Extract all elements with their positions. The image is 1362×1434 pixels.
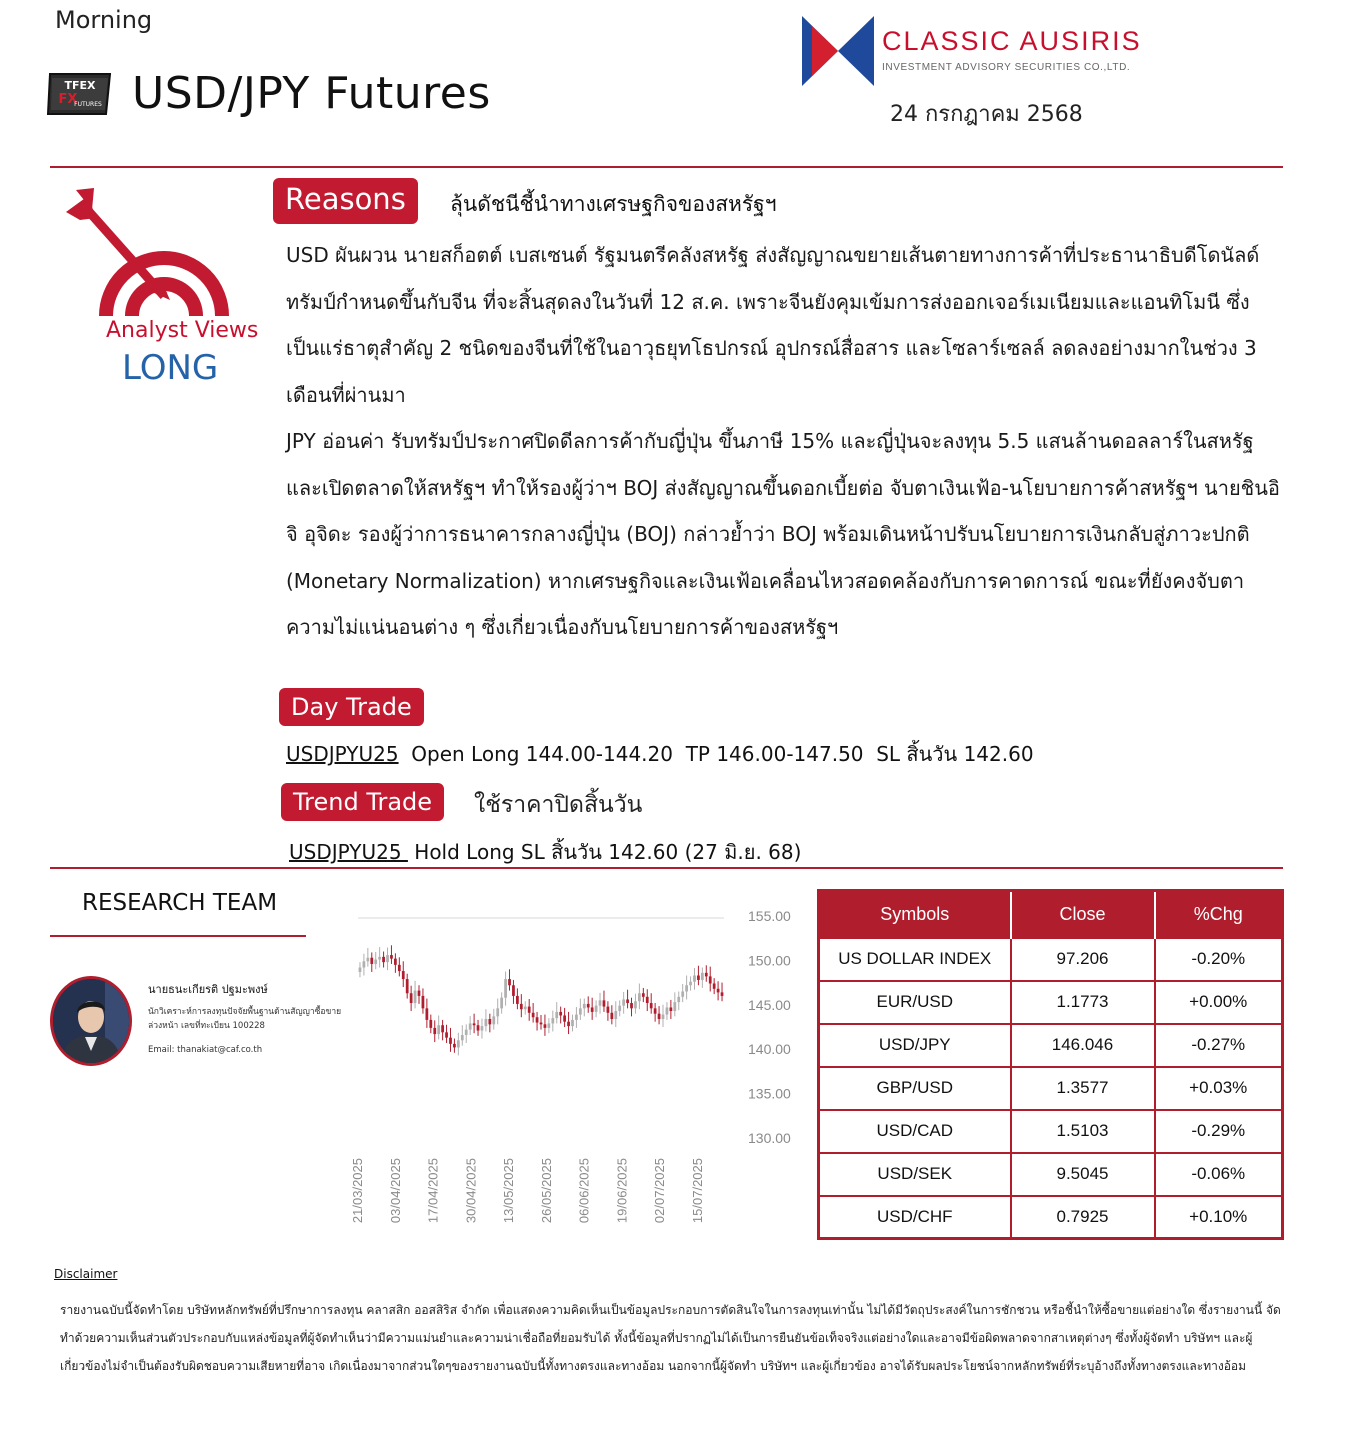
classic-ausiris-logo-icon	[802, 16, 874, 86]
table-row	[819, 938, 1283, 981]
candle-body	[512, 985, 515, 996]
research-team-title: RESEARCH TEAM	[82, 890, 278, 916]
candle-body	[422, 996, 425, 1008]
candle-body	[610, 1013, 613, 1019]
candle-body	[701, 973, 704, 980]
row-close: 0.7925	[1011, 1196, 1155, 1239]
report-date: 24 กรกฎาคม 2568	[890, 102, 1083, 127]
y-tick-label: 135.00	[748, 1085, 791, 1102]
brand-name: CLASSIC AUSIRIS	[882, 26, 1142, 56]
candle-body	[579, 1008, 582, 1014]
target-arrow-icon	[66, 188, 262, 318]
candle-body	[709, 976, 712, 983]
analyst-view-value: LONG	[122, 348, 219, 388]
table-row	[819, 1067, 1283, 1110]
trend-trade-symbol: USDJPYU25	[289, 840, 408, 864]
candle-body	[618, 1006, 621, 1011]
table-row	[819, 1110, 1283, 1153]
candle-body	[520, 1004, 523, 1009]
candle-body	[583, 1004, 586, 1008]
candle-body	[689, 982, 692, 986]
candle-body	[374, 960, 377, 964]
candle-body	[666, 1007, 669, 1014]
candle-body	[705, 973, 708, 977]
header-symbols: Symbols	[819, 891, 1011, 938]
candle-body	[697, 975, 700, 979]
candle-body	[603, 1000, 606, 1006]
candle-body	[713, 983, 716, 988]
analyst-email: Email: thanakiat@caf.co.th	[148, 1045, 263, 1055]
candle-body	[492, 1016, 495, 1024]
candle-body	[378, 957, 381, 960]
row-chg: +0.03%	[1155, 1067, 1283, 1110]
disclaimer-body: รายงานฉบับนี้จัดทำโดย บริษัทหลักทรัพย์ที่ปรึกษาการลงทุน คลาสสิก ออสสิริส จำกัด เพื่อแสดงความคิดเห็นเป็นข้อมูลประกอบการตัดสินใจในการลงทุนเท่านั้น ไม่ได้มีวัตถุประสงค์ในการชักชวน หรือชี้นำให้ซื้อขายแต่อย่างใด ซึ่งรายงานนี้ จัดทำด้วยความเห็นส่วนตัวประกอบกับแหล่งข้อมูลที่ผู้จัดทำเห็นว่ามีความแม่นยำและความน่าเชื่อถือที่ยอมรับได้ ทั้งนี้ข้อมูลที่ปรากฏไม่ได้เป็นการยืนยันข้อเท็จจริงแต่อย่างใดและอาจมีข้อผิดพลาดจากสาเหตุต่างๆ ซึ่งทั้งผู้จัดทำ บริษัทฯ และผู้เกี่ยวข้องไม่จำเป็นต้องรับผิดชอบความเสียหายที่อาจ เกิดเนื่องมาจากส่วนใดๆของรายงานฉบับนี้ทั้งทางตรงและทางอ้อม นอกจากนี้ผู้จัดทำ บริษัทฯ และผู้เกี่ยวข้อง อาจได้รับผลประโยชน์จากหลักทรัพย์ที่ระบุอ้างถึงทั้งทางตรงและทางอ้อม	[60, 1303, 1281, 1373]
candle-body	[721, 992, 724, 996]
usdjpy-price-chart	[340, 900, 810, 1250]
candle-body	[485, 1019, 488, 1026]
candle-body	[532, 1013, 535, 1017]
x-tick-label: 06/06/2025	[576, 1158, 592, 1224]
candle-body	[524, 1007, 527, 1010]
candle-body	[437, 1025, 440, 1034]
section-divider	[50, 867, 1283, 869]
page-title: USD/JPY Futures	[132, 68, 491, 119]
header-divider	[50, 166, 1283, 168]
candle-body	[382, 957, 385, 962]
row-chg: -0.20%	[1155, 938, 1283, 981]
candle-body	[555, 1012, 558, 1018]
candle-body	[366, 958, 369, 962]
header-close: Close	[1011, 891, 1155, 938]
x-tick-label: 17/04/2025	[425, 1158, 441, 1224]
candle-body	[528, 1007, 531, 1013]
tfex-fx-futures-logo	[46, 70, 114, 118]
candle-body	[634, 1001, 637, 1008]
candle-body	[390, 955, 393, 959]
edition-label: Morning	[55, 6, 153, 34]
table-row	[819, 1153, 1283, 1196]
candle-body	[441, 1025, 444, 1032]
row-close: 1.5103	[1011, 1110, 1155, 1153]
candle-body	[599, 1000, 602, 1005]
y-tick-label: 130.00	[748, 1130, 791, 1146]
candle-body	[418, 991, 421, 996]
day-trade-symbol: USDJPYU25	[286, 742, 399, 766]
brand-subtitle: INVESTMENT ADVISORY SECURITIES CO.,LTD.	[882, 62, 1131, 73]
x-tick-label: 15/07/2025	[690, 1158, 705, 1224]
candle-body	[547, 1023, 550, 1027]
logo-text-bottom: FUTURES	[74, 101, 102, 108]
candle-body	[504, 979, 507, 998]
analyst-role: นักวิเคราะห์การลงทุนปัจจัยพื้นฐานด้านสัญญาซื้อขายล่วงหน้า เลขที่ทะเบียน 100228	[148, 1007, 342, 1031]
candle-body	[496, 1008, 499, 1016]
x-tick-label: 02/07/2025	[652, 1158, 668, 1224]
trend-trade-note: ใช้ราคาปิดสิ้นวัน	[474, 792, 643, 818]
usd-paragraph: USD ผันผวน นายสก็อตต์ เบสเซนต์ รัฐมนตรีคลังสหรัฐ ส่งสัญญาณขยายเส้นตายทางการค้าที่ประธานาธิบดีโดนัลด์ ทรัมป์กำหนดขึ้นกับจีน ที่จะสิ้นสุดลงในวันที่ 12 ส.ค. เพราะจีนยังคุมเข้มการส่งออกเจอร์เมเนียมและแอนทิโมนี ซึ่งเป็นแร่ธาตุสำคัญ 2 ชนิดของจีนที่ใช้ในอาวุธยุทโธปกรณ์ อุปกรณ์สื่อสาร และโซลาร์เซลล์ ลดลงอย่างมากในช่วง 3 เดือนที่ผ่านมา	[286, 243, 1260, 407]
row-symbol: USD/JPY	[819, 1024, 1011, 1067]
row-symbol: GBP/USD	[819, 1067, 1011, 1110]
row-symbol: US DOLLAR INDEX	[819, 938, 1011, 981]
x-tick-label: 26/05/2025	[538, 1158, 554, 1224]
candle-body	[681, 991, 684, 996]
jpy-paragraph: JPY อ่อนค่า รับทรัมป์ประกาศปิดดีลการค้ากับญี่ปุ่น ขึ้นภาษี 15% และญี่ปุ่นจะลงทุน 5.5 แสนล้านดอลลาร์ในสหรัฐและเปิดตลาดให้สหรัฐฯ ทำให้รองผู้ว่าฯ BOJ ส่งสัญญาณขึ้นดอกเบี้ยต่อ จับตาเงินเฟ้อ-นโยบายการค้าสหรัฐฯ นายชินอิจิ อุจิดะ รองผู้ว่าการธนาคารกลางญี่ปุ่น (BOJ) กล่าวย้ำว่า BOJ พร้อมเดินหน้าปรับนโยบายการเงินกลับสู่ภาวะปกติ (Monetary Normalization) หากเศรษฐกิจและเงินเฟ้อเคลื่อนไหวสอดคล้องกับการคาดการณ์ ขณะที่ยังคงจับตาความไม่แน่นอนต่าง ๆ ซึ่งเกี่ยวเนื่องกับนโยบายการค้าของสหรัฐฯ	[286, 429, 1280, 639]
candle-body	[630, 1003, 633, 1008]
row-symbol: USD/CAD	[819, 1110, 1011, 1153]
candle-body	[658, 1014, 661, 1019]
candle-body	[453, 1044, 456, 1048]
reasons-headline: ลุ้นดัชนีชี้นำทางเศรษฐกิจของสหรัฐฯ	[450, 192, 777, 216]
disclaimer-title: Disclaimer	[54, 1267, 118, 1281]
row-close: 146.046	[1011, 1024, 1155, 1067]
y-tick-label: 155.00	[748, 908, 791, 924]
row-close: 1.3577	[1011, 1067, 1155, 1110]
row-chg: +0.10%	[1155, 1196, 1283, 1239]
candle-body	[567, 1022, 570, 1026]
candle-body	[457, 1040, 460, 1047]
analyst-avatar	[50, 976, 132, 1066]
candle-body	[551, 1018, 554, 1023]
candle-body	[654, 1008, 657, 1013]
day-trade-text: Open Long 144.00-144.20 TP 146.00-147.50 SL สิ้นวัน 142.60	[398, 742, 1034, 766]
row-close: 9.5045	[1011, 1153, 1155, 1196]
candle-body	[359, 968, 362, 972]
candle-body	[673, 1002, 676, 1011]
candle-body	[677, 997, 680, 1002]
y-tick-label: 145.00	[748, 996, 791, 1013]
candle-body	[473, 1023, 476, 1025]
candle-body	[394, 959, 397, 965]
candle-body	[488, 1019, 491, 1024]
candle-body	[500, 998, 503, 1009]
candle-body	[563, 1015, 566, 1021]
row-close: 1.1773	[1011, 981, 1155, 1024]
logo-text-mid: FX	[58, 92, 78, 107]
candle-body	[445, 1032, 448, 1037]
table-row	[819, 1196, 1283, 1239]
candle-body	[410, 993, 413, 1003]
y-tick-label: 150.00	[748, 952, 791, 969]
row-chg: -0.27%	[1155, 1024, 1283, 1067]
candle-body	[540, 1023, 543, 1025]
reasons-badge: Reasons	[273, 178, 418, 224]
candle-body	[685, 985, 688, 991]
candle-body	[622, 999, 625, 1005]
row-symbol: EUR/USD	[819, 981, 1011, 1024]
x-tick-label: 30/04/2025	[463, 1158, 479, 1224]
row-chg: +0.00%	[1155, 981, 1283, 1024]
day-trade-recommendation	[286, 738, 1034, 770]
table-row	[819, 1024, 1283, 1067]
row-close: 97.206	[1011, 938, 1155, 981]
y-tick-label: 140.00	[748, 1041, 791, 1058]
candle-body	[717, 989, 720, 993]
analyst-name: นายธนะเกียรติ ปฐมะพงษ์	[148, 983, 268, 996]
candle-body	[662, 1015, 665, 1019]
candle-body	[363, 961, 366, 967]
trend-trade-badge: Trend Trade	[281, 783, 444, 821]
candle-body	[461, 1035, 464, 1040]
candle-body	[544, 1024, 547, 1028]
candle-body	[508, 979, 511, 985]
candle-body	[465, 1030, 468, 1035]
candle-body	[414, 991, 417, 1003]
candle-body	[386, 955, 389, 962]
candle-body	[402, 971, 405, 979]
candle-body	[433, 1028, 436, 1034]
candle-body	[429, 1020, 432, 1028]
day-trade-badge: Day Trade	[279, 688, 424, 726]
candle-body	[591, 1007, 594, 1011]
candle-body	[595, 1006, 598, 1012]
candle-body	[449, 1038, 452, 1044]
candle-body	[477, 1025, 480, 1030]
candle-body	[516, 996, 519, 1004]
candle-body	[646, 997, 649, 1003]
candle-body	[669, 1007, 672, 1011]
candle-body	[626, 999, 629, 1003]
candle-body	[469, 1023, 472, 1029]
trend-trade-recommendation	[289, 836, 801, 868]
x-tick-label: 03/04/2025	[387, 1158, 403, 1224]
candle-body	[693, 975, 696, 981]
price-table	[817, 889, 1284, 1240]
row-symbol: USD/CHF	[819, 1196, 1011, 1239]
trend-trade-text: Hold Long SL สิ้นวัน 142.60 (27 มิ.ย. 68)	[407, 840, 802, 864]
candle-body	[650, 1003, 653, 1008]
header-chg: %Chg	[1155, 891, 1283, 938]
x-tick-label: 19/06/2025	[614, 1158, 630, 1224]
candle-body	[587, 1004, 590, 1008]
candle-body	[425, 1008, 428, 1020]
candle-body	[642, 993, 645, 997]
analyst-views-label: Analyst Views	[106, 318, 259, 343]
candle-body	[614, 1011, 617, 1019]
candle-body	[559, 1012, 562, 1016]
x-tick-label: 21/03/2025	[350, 1158, 365, 1224]
candle-body	[481, 1026, 484, 1030]
research-team-underline	[50, 935, 306, 937]
reasons-body	[286, 232, 1282, 651]
chart-svg	[340, 900, 810, 1250]
candle-body	[575, 1015, 578, 1020]
candle-body	[571, 1020, 574, 1026]
candle-body	[607, 1007, 610, 1013]
row-symbol: USD/SEK	[819, 1153, 1011, 1196]
candle-body	[398, 965, 401, 971]
logo-text-top: TFEX	[64, 79, 96, 92]
candle-body	[370, 958, 373, 964]
x-tick-label: 13/05/2025	[501, 1158, 517, 1224]
row-chg: -0.06%	[1155, 1153, 1283, 1196]
table-row	[819, 981, 1283, 1024]
price-table-header-row	[819, 891, 1283, 938]
row-chg: -0.29%	[1155, 1110, 1283, 1153]
candle-body	[638, 993, 641, 1001]
candle-body	[536, 1017, 539, 1022]
candle-body	[406, 979, 409, 993]
